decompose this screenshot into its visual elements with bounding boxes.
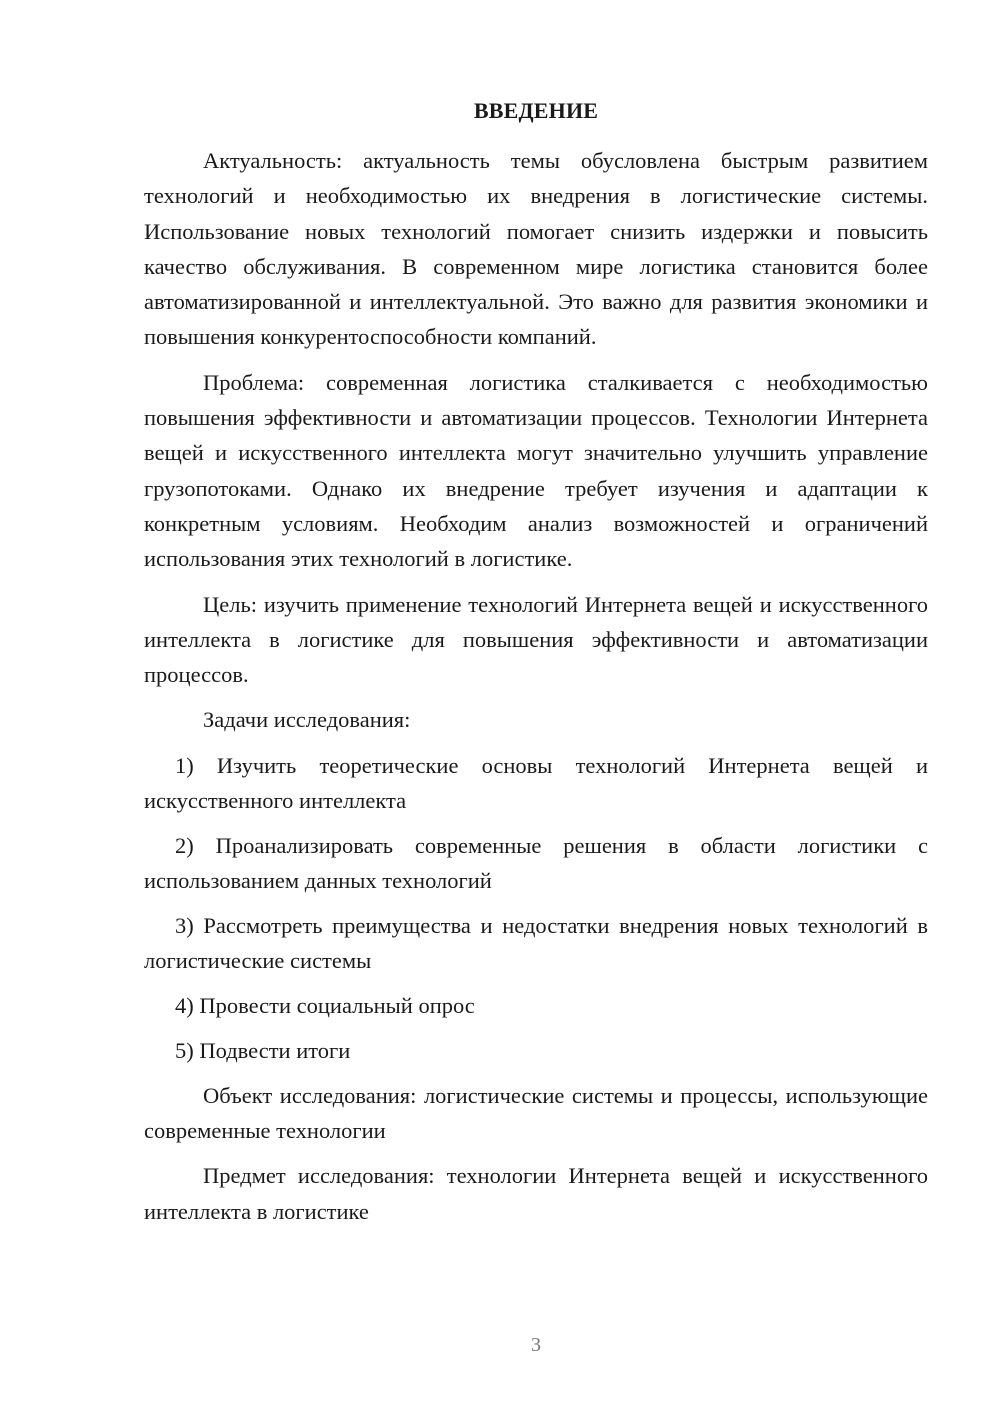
tasks-heading: Задачи исследования: [203, 707, 411, 733]
object-paragraph: Объект исследования: логистические системы и процессы, использующие современные технологии [144, 1082, 928, 1144]
list-item: 4) Провести социальный опрос [175, 992, 475, 1018]
list-item: 5) Подвести итоги [175, 1037, 351, 1063]
relevance-paragraph: Актуальность: актуальность темы обусловлена быстрым развитием технологий и необходимостью их внедрения в логистические системы. Использование новых технологий помогает снизить издержки и повысить качество обслуживания. В современном мире логистика становится более автоматизированной и интеллектуальной. Это важно для развития экономики и повышения конкурентоспособности компаний. [144, 148, 928, 350]
problem-paragraph: Проблема: современная логистика сталкивается с необходимостью повышения эффективности и автоматизации процессов. Технологии Интернета вещей и искусственного интеллекта могут значительно улучшить управление грузопотоками. Однако их внедрение требует изучения и адаптации к конкретным условиям. Необходим анализ возможностей и ограничений использования этих технологий в логистике. [144, 369, 928, 572]
document-body [144, 143, 928, 1229]
list-item: 2) Проанализировать современные решения в области логистики с использованием данных технологий [144, 832, 928, 893]
subject-paragraph: Предмет исследования: технологии Интернета вещей и искусственного интеллекта в логистике [144, 1163, 928, 1224]
tasks-list [144, 748, 928, 1068]
list-item: 1) Изучить теоретические основы технологий Интернета вещей и искусственного интеллекта [144, 752, 928, 813]
goal-paragraph: Цель: изучить применение технологий Интернета вещей и искусственного интеллекта в логистике для повышения эффективности и автоматизации процессов. [144, 591, 928, 688]
page-number: 3 [531, 1334, 541, 1356]
list-item: 3) Рассмотреть преимущества и недостатки внедрения новых технологий в логистические системы [144, 912, 928, 973]
page-title: ВВЕДЕНИЕ [473, 98, 599, 123]
